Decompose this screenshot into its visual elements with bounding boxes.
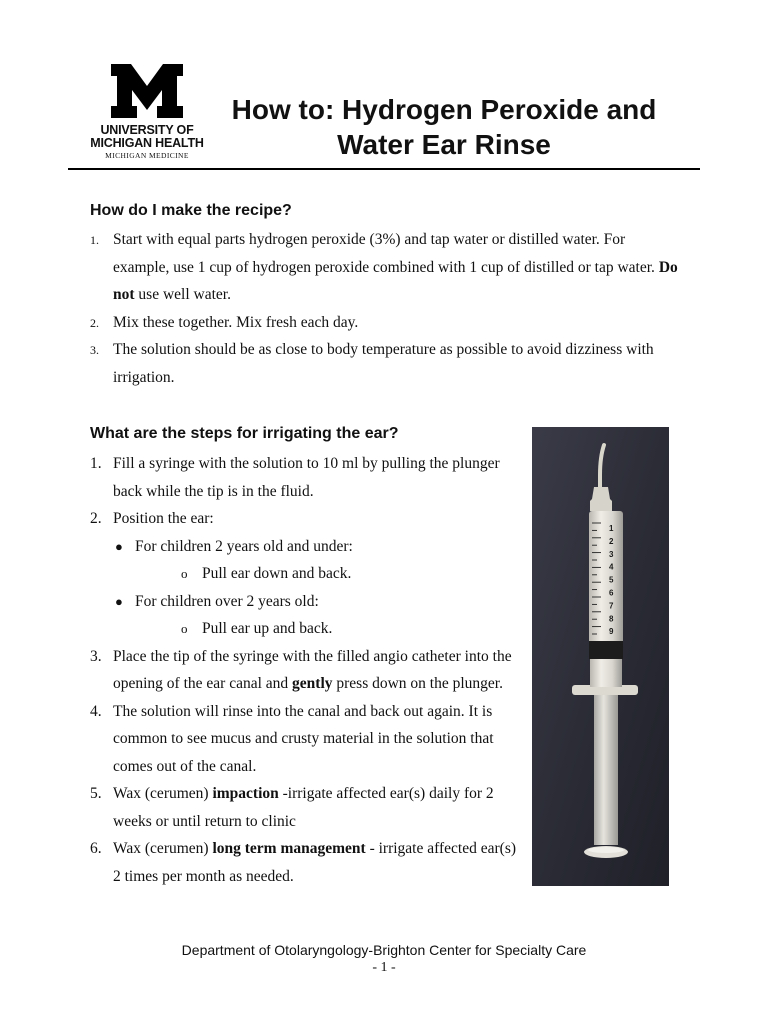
step-item-4 xyxy=(90,698,520,781)
recipe-item-text: Mix these together. Mix fresh each day. xyxy=(113,313,359,331)
step-text: Fill a syringe with the solution to 10 ml by pulling the plunger back while the tip is in the fluid. xyxy=(113,455,500,500)
recipe-list xyxy=(90,226,680,391)
scale-label: 4 xyxy=(609,562,614,572)
title-line-2: Water Ear Rinse xyxy=(337,129,551,160)
step-bold: impaction xyxy=(212,785,279,802)
step-text: Wax (cerumen) xyxy=(113,840,213,857)
bullet-icon: ● xyxy=(115,593,123,609)
recipe-heading: How do I make the recipe? xyxy=(90,202,292,219)
scale-label: 8 xyxy=(609,614,614,624)
list-number: 3. xyxy=(90,647,102,665)
scale-label: 5 xyxy=(609,575,614,585)
scale-label: 2 xyxy=(609,536,614,546)
step-item-3 xyxy=(90,643,520,698)
step-bold: gently xyxy=(292,675,333,692)
steps-list xyxy=(90,450,520,890)
scale-label: 1 xyxy=(609,524,614,533)
list-number: 5. xyxy=(90,785,102,802)
position-detail-text: Pull ear down and back. xyxy=(202,565,352,582)
step-bold: long term management xyxy=(212,840,366,857)
logo-text-university: UNIVERSITY OF xyxy=(100,123,194,137)
age-item-text: For children 2 years old and under: xyxy=(135,537,353,555)
age-item-under-2 xyxy=(113,533,520,588)
step-text-end: - irrigate affected ear(s) 2 times per month as needed. xyxy=(113,840,517,885)
scale-label: 3 xyxy=(609,549,614,559)
list-number: 2. xyxy=(90,315,99,330)
position-detail-text: Pull ear up and back. xyxy=(202,620,333,637)
step-item-6 xyxy=(90,835,520,890)
position-detail xyxy=(135,615,520,643)
step-text: Wax (cerumen) xyxy=(113,785,213,802)
scale-label: 9 xyxy=(609,627,614,637)
recipe-item-bold: Do not xyxy=(113,258,678,303)
steps-heading: What are the steps for irrigating the ear? xyxy=(90,425,399,442)
age-position-list xyxy=(113,533,520,643)
title-line-1: How to: Hydrogen Peroxide and xyxy=(231,94,657,125)
thumb-pad-highlight xyxy=(588,847,624,853)
recipe-item-text: The solution should be as close to body temperature as possible to avoid dizziness with irrigation. xyxy=(113,341,654,386)
footer-department: Department of Otolaryngology-Brighton Center for Specialty Care xyxy=(181,942,587,958)
step-text: Position the ear: xyxy=(113,510,214,527)
step-item-2 xyxy=(90,505,520,643)
recipe-item-1 xyxy=(90,226,680,309)
page-title xyxy=(210,92,678,162)
bullet-icon: ● xyxy=(115,538,123,554)
step-item-5 xyxy=(90,780,520,835)
step-text-end: press down on the plunger. xyxy=(332,675,503,692)
step-item-1 xyxy=(90,450,520,505)
syringe-photo xyxy=(532,427,669,886)
age-item-over-2 xyxy=(113,588,520,643)
university-logo xyxy=(88,64,206,160)
page-footer xyxy=(0,942,768,976)
block-m-icon xyxy=(111,64,183,118)
list-number: 1. xyxy=(90,233,99,247)
scale-label: 7 xyxy=(609,601,614,611)
hollow-bullet-icon: o xyxy=(181,566,188,581)
plunger-rod xyxy=(594,695,618,845)
list-number: 1. xyxy=(90,455,102,472)
logo-text-medicine: MICHIGAN MEDICINE xyxy=(105,151,189,160)
list-number: 6. xyxy=(90,840,102,857)
step-text: The solution will rinse into the canal and back out again. It is common to see mucus and crusty material in the solution that comes out of the canal. xyxy=(113,702,494,775)
position-detail-list xyxy=(135,615,520,643)
logo-text-health: MICHIGAN HEALTH xyxy=(90,136,204,150)
recipe-item-text: Start with equal parts hydrogen peroxide (3%) and tap water or distilled water. For example, use 1 cup of hydrogen peroxide combined with 1 cup of distilled or tap water. xyxy=(113,231,659,276)
age-item-text: For children over 2 years old: xyxy=(135,592,319,610)
syringe-barrel xyxy=(589,511,623,657)
barrel-lower xyxy=(590,659,622,687)
step-text-end: -irrigate affected ear(s) daily for 2 weeks or until return to clinic xyxy=(113,785,494,830)
list-number: 3. xyxy=(90,343,99,357)
list-number: 4. xyxy=(90,702,102,720)
title-divider xyxy=(68,168,700,170)
scale-label: 6 xyxy=(609,588,614,598)
step-text: Place the tip of the syringe with the filled angio catheter into the opening of the ear canal and xyxy=(113,647,512,692)
list-number: 2. xyxy=(90,510,102,527)
hollow-bullet-icon: o xyxy=(181,621,188,636)
recipe-item-2 xyxy=(90,309,680,337)
plunger-seal xyxy=(589,641,623,659)
recipe-item-text-end: use well water. xyxy=(134,286,231,303)
position-detail-list xyxy=(135,560,520,588)
page-number: - 1 - xyxy=(372,960,396,975)
recipe-item-3 xyxy=(90,336,680,391)
position-detail xyxy=(135,560,520,588)
